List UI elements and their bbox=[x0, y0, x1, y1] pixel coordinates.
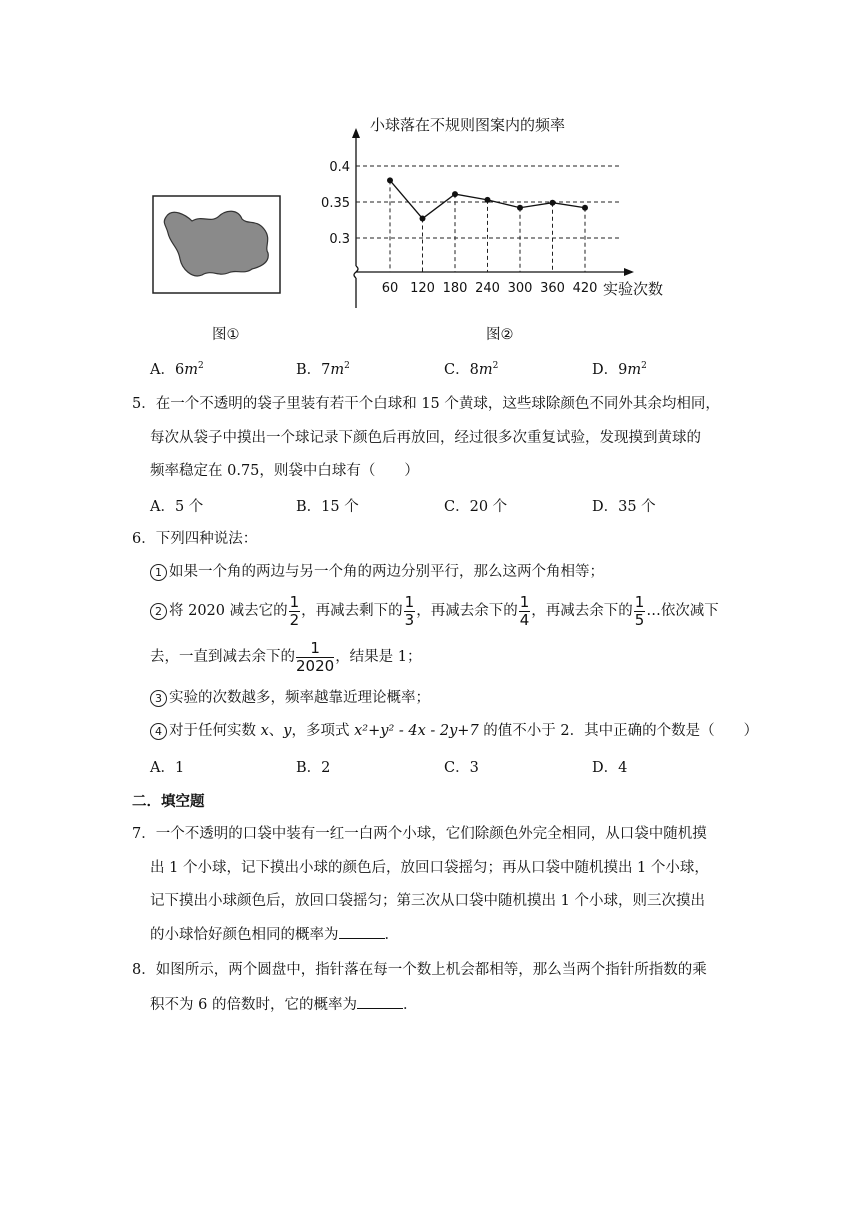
y-tick-label: 0.4 bbox=[329, 160, 350, 175]
x-tick-label: 300 bbox=[507, 281, 533, 296]
circled-number-1: 1 bbox=[150, 564, 167, 581]
q6-statement-2: 2 将 2020 减去它的 $\frac{1}{2}$ ，再减去剩下的 $\frac{1}{3}$ ，再减去余下的 $\frac{1}{4}$ ，再减去余下的 $\frac{1}{5}$ …依次减下 bbox=[150, 592, 719, 630]
x-axis-label: 实验次数 bbox=[603, 280, 664, 298]
section-fill-in-blank-heading: 二．填空题 bbox=[132, 793, 205, 810]
q8-line-2: 积不为 6 的倍数时，它的概率为 ． bbox=[150, 994, 417, 1015]
data-point bbox=[452, 191, 458, 197]
data-point bbox=[550, 200, 556, 206]
q6-statement-4: 4 对于任何实数 x、y，多项式 x²+y² - 4x - 2y+7 的值不小于 2．其中正确的个数是（ ） bbox=[150, 721, 758, 741]
x-tick-label: 420 bbox=[572, 281, 598, 296]
fraction-1-2020: $\frac{1}{2020}$ bbox=[296, 638, 335, 675]
q5-option-b[interactable]: B．15 个 bbox=[296, 499, 359, 515]
q5-option-a[interactable]: A．5 个 bbox=[150, 499, 204, 515]
data-point bbox=[582, 205, 588, 211]
fraction-1-5: $\frac{1}{5}$ bbox=[634, 592, 645, 629]
x-tick-label: 180 bbox=[442, 281, 468, 296]
data-point bbox=[420, 216, 426, 222]
q7-line-1: 7．一个不透明的口袋中装有一红一白两个小球，它们除颜色外完全相同，从口袋中随机摸 bbox=[132, 826, 707, 842]
y-axis-arrow bbox=[352, 128, 360, 138]
q7-answer-blank[interactable] bbox=[339, 924, 385, 939]
data-point bbox=[517, 205, 523, 211]
x-tick-label: 60 bbox=[381, 281, 399, 296]
q8-line-1: 8．如图所示，两个圆盘中，指针落在每一个数上机会都相等，那么当两个指针所指数的乘 bbox=[132, 962, 707, 978]
q8-answer-blank[interactable] bbox=[357, 994, 403, 1009]
q4-option-b[interactable]: B．$7m^2$ bbox=[296, 361, 350, 378]
q6-option-b[interactable]: B．2 bbox=[296, 760, 331, 776]
frequency-line-chart bbox=[320, 108, 680, 313]
y-tick-label: 0.3 bbox=[329, 232, 350, 247]
q5-option-c[interactable]: C．20 个 bbox=[444, 499, 508, 515]
q6-statement-2-cont: 去，一直到减去余下的 $\frac{1}{2020}$ ，结果是 1； bbox=[150, 638, 422, 675]
q5-line-1: 5．在一个不透明的袋子里装有若干个白球和 15 个黄球，这些球除颜色不同外其余均相同， bbox=[132, 396, 720, 412]
figure-1-caption: 图① bbox=[212, 327, 240, 343]
q7-line-3: 记下摸出小球颜色后，放回口袋摇匀；第三次从口袋中随机摸出 1 个小球，则三次摸出 bbox=[150, 893, 705, 909]
fraction-1-3: $\frac{1}{3}$ bbox=[404, 592, 415, 629]
q5-line-3: 频率稳定在 0.75，则袋中白球有（ ） bbox=[150, 463, 419, 479]
x-tick-label: 360 bbox=[540, 281, 565, 296]
q6-option-d[interactable]: D．4 bbox=[592, 760, 628, 776]
data-point bbox=[485, 197, 491, 203]
circled-number-2: 2 bbox=[150, 603, 167, 620]
fraction-1-2: $\frac{1}{2}$ bbox=[289, 592, 300, 629]
q7-line-4: 的小球恰好颜色相同的概率为 ． bbox=[150, 924, 399, 945]
q6-option-c[interactable]: C．3 bbox=[444, 760, 479, 776]
circled-number-4: 4 bbox=[150, 723, 167, 740]
q6-statement-1: 1 如果一个角的两边与另一个角的两边分别平行，那么这两个角相等； bbox=[150, 562, 604, 582]
x-axis-arrow bbox=[624, 268, 634, 276]
q6-intro: 6．下列四种说法： bbox=[132, 531, 258, 547]
figure-1-irregular-shape bbox=[152, 195, 282, 295]
figure-2-caption: 图② bbox=[486, 327, 514, 343]
q4-option-a[interactable]: A．$6m^2$ bbox=[150, 361, 204, 378]
q7-line-2: 出 1 个小球，记下摸出小球的颜色后，放回口袋摇匀；再从口袋中随机摸出 1 个小球， bbox=[150, 860, 709, 876]
q5-option-d[interactable]: D．35 个 bbox=[592, 499, 656, 515]
circled-number-3: 3 bbox=[150, 690, 167, 707]
q6-statement-3: 3 实验的次数越多，频率越靠近理论概率； bbox=[150, 688, 430, 708]
q6-option-a[interactable]: A．1 bbox=[150, 760, 185, 776]
fraction-1-4: $\frac{1}{4}$ bbox=[519, 592, 530, 629]
q5-line-2: 每次从袋子中摸出一个球记录下颜色后再放回，经过很多次重复试验，发现摸到黄球的 bbox=[150, 430, 701, 446]
x-tick-label: 240 bbox=[475, 281, 500, 296]
y-tick-label: 0.35 bbox=[321, 196, 350, 211]
x-tick-label: 120 bbox=[410, 281, 435, 296]
q4-option-d[interactable]: D．$9m^2$ bbox=[592, 361, 647, 378]
data-point bbox=[387, 177, 393, 183]
q4-option-c[interactable]: C．$8m^2$ bbox=[444, 361, 499, 378]
chart-title: 小球落在不规则图案内的频率 bbox=[370, 116, 566, 134]
